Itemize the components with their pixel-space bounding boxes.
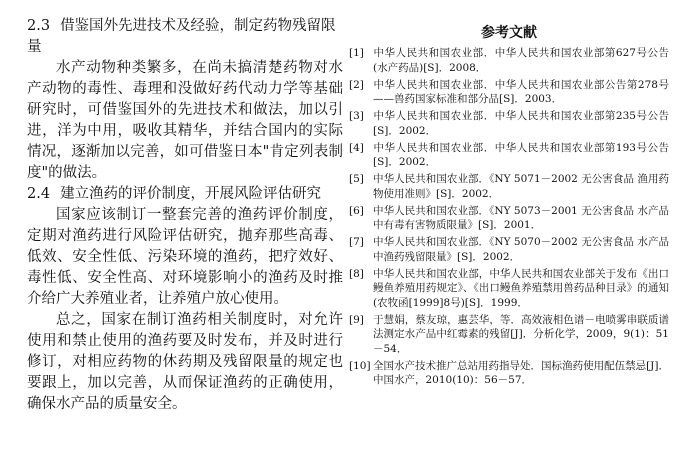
reference-text: 中华人民共和国农业部．《NY 5071－2002 无公害食品 渔用药物使用准则》[S]．2002．	[373, 173, 669, 200]
reference-text: 中华人民共和国农业部．中华人民共和国农业部第235号公告[S]．2002．	[373, 110, 669, 137]
reference-text: 中华人民共和国农业部．中华人民共和国农业部公告第278号——兽药国家标准和部分品[S]．2003．	[373, 78, 669, 105]
section-title: 建立渔药的评价制度，开展风险评估研究	[60, 186, 322, 202]
reference-list	[349, 46, 669, 388]
conclusion-paragraph: 总之，国家在制订渔药相关制度时，对允许使用和禁止使用的渔药要及时发布，并及时进行修订，对相应药物的休药期及残留限量的规定也要跟上，加以完善，从而保证渔药的正确使用，确保水产品的质量安全。	[27, 312, 343, 412]
left-column	[27, 16, 343, 415]
section-number: 2.4	[27, 186, 51, 202]
reference-item	[349, 172, 669, 201]
reference-item	[349, 204, 669, 233]
reference-text: 中华人民共和国农业部．《NY 5073－2001 无公害食品 水产品中有毒有害物质限量》[S]．2001．	[373, 204, 669, 231]
reference-number: [9]	[349, 313, 364, 326]
reference-text: 中华人民共和国农业部．中华人民共和国农业部第193号公告[S]．2002．	[373, 141, 669, 168]
reference-item	[349, 141, 669, 170]
section-2-4-paragraph: 国家应该制订一整套完善的渔药评价制度，定期对渔药进行风险评估研究，抛弃那些高毒、低效、安全性低、污染环境的渔药，把疗效好、毒性低、安全性高、对环境影响小的渔药及时推介给广大养殖业者，让养殖户放心使用。	[27, 207, 343, 307]
reference-item	[349, 109, 669, 138]
section-2-3-paragraph: 水产动物种类繁多，在尚未搞清楚药物对水产动物的毒性、毒理和没做好药代动力学等基础研究时，可借鉴国外的先进技术和做法，加以引进，洋为中用，吸收其精华，并结合国内的实际情况，逐渐加以完善，如可借鉴日本"肯定列表制度"的做法。	[27, 60, 343, 181]
reference-text: 中华人民共和国农业部，中华人民共和国农业部关于发布《出口鳗鱼养殖用药规定》、《出口鳗鱼养殖禁用兽药品种目录》的通知(农牧函[1999]8号)[S]．1999．	[373, 267, 669, 309]
reference-text: 全国水产技术推广总站用药指导处．国标渔药使用配伍禁忌[J]．中国水产，2010(10)：56－57．	[373, 359, 669, 386]
section-number: 2.3	[27, 18, 51, 34]
reference-number: [2]	[349, 78, 364, 91]
reference-number: [4]	[349, 141, 364, 154]
reference-number: [8]	[349, 267, 364, 280]
reference-number: [6]	[349, 204, 364, 217]
section-2-4-heading	[27, 184, 343, 205]
references-title: 参考文献	[481, 25, 537, 41]
reference-number: [5]	[349, 173, 364, 185]
reference-text: 中华人民共和国农业部．中华人民共和国农业部第627号公告(水产药品)[S]．2008．	[373, 47, 669, 74]
section-title: 借鉴国外先进技术及经验，制定药物残留限量	[27, 18, 336, 55]
reference-item	[349, 313, 669, 357]
reference-number: [7]	[349, 236, 364, 248]
section-2-3-heading	[27, 16, 343, 58]
reference-text: 中华人民共和国农业部．《NY 5070－2002 无公害食品 水产品中渔药残留限量》[S]．2002．	[373, 236, 669, 263]
reference-number: [3]	[349, 110, 364, 122]
reference-item	[349, 267, 669, 311]
reference-number: [1]	[349, 47, 364, 59]
reference-item	[349, 78, 669, 107]
reference-number: [10]	[349, 359, 371, 372]
reference-item	[349, 46, 669, 75]
reference-item	[349, 359, 669, 388]
reference-text: 于慧娟，蔡友琼，惠芸华，等．高效液相色谱－电喷雾串联质谱法测定水产品中红霉素的残留[J]．分析化学，2009，9(1)：51－54．	[373, 313, 669, 355]
reference-item	[349, 235, 669, 264]
references-column	[349, 22, 669, 390]
